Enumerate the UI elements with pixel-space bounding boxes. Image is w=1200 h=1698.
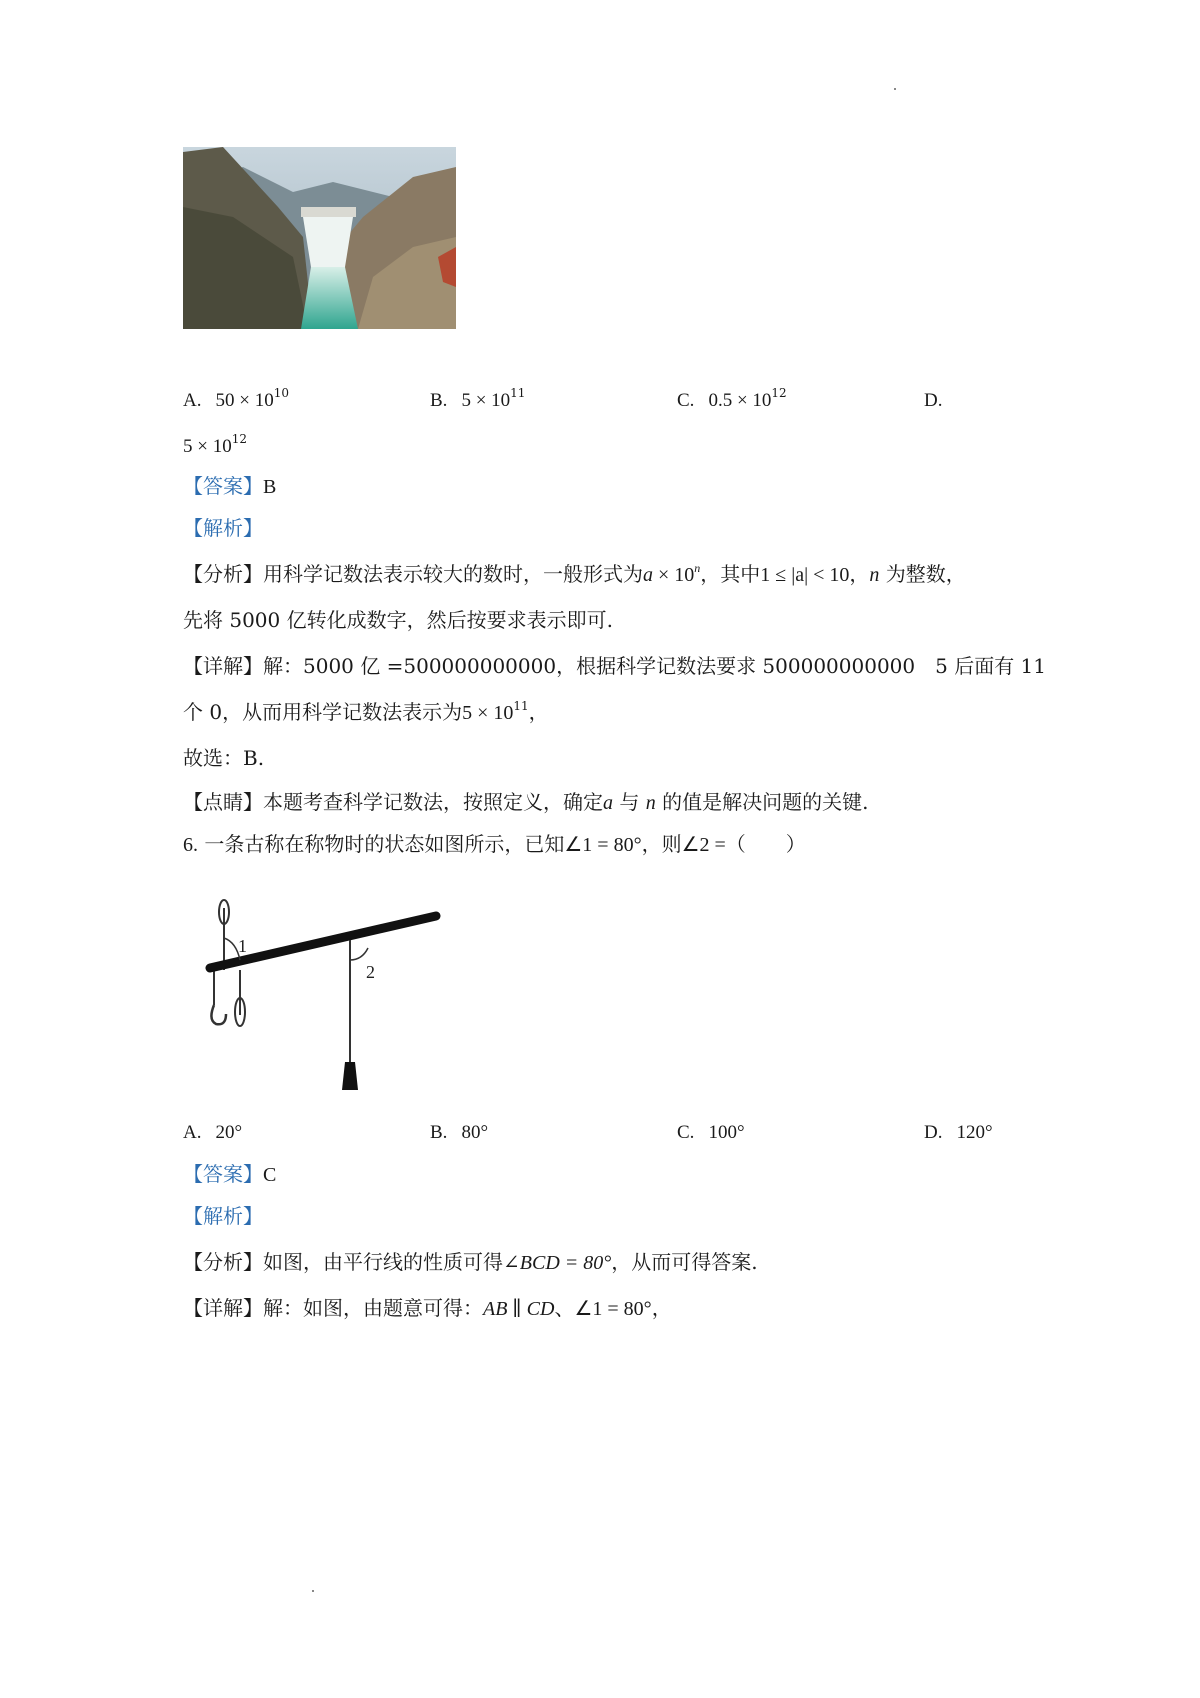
q5-analysis-tag: 【解析】	[183, 516, 263, 540]
q6-option-a: A. 20°	[183, 1122, 243, 1143]
q5-choose: 故选：B.	[183, 746, 265, 770]
option-c-mantissa: 0.5	[708, 390, 733, 411]
hook	[211, 1005, 226, 1024]
q5-detail-line2: 个 0，从而用科学记数法表示为$5 \times 10^{11}$，	[183, 699, 549, 724]
option-a: A. $50 \times 10^{10}$	[183, 386, 289, 411]
q6-option-b: B. 80°	[430, 1122, 489, 1143]
steelyard-figure	[200, 890, 450, 1090]
q5-detail: 【详解】解：5000 亿 =500000000000，根据科学记数法要求 500000000000 5 后面有 11	[183, 654, 1047, 678]
option-c-exp: 12	[771, 386, 787, 400]
angle-2-arc	[350, 948, 368, 960]
q5-fenxi-line2: 先将 5000 亿转化成数字，然后按要求表示即可.	[183, 608, 613, 632]
q6-stem: 6. 一条古称在称物时的状态如图所示，已知∠1 = 80°，则∠2 =（ ）	[183, 832, 806, 856]
option-a-exp: 10	[273, 386, 289, 400]
scan-dot	[894, 88, 896, 90]
option-d-value: $5 \times 10^{12}$	[183, 432, 247, 457]
q6-analysis-tag: 【解析】	[183, 1204, 263, 1228]
weight	[342, 1062, 358, 1090]
dam-photo	[183, 147, 456, 329]
option-d: D.	[924, 390, 943, 411]
q6-detail: 【详解】解：如图，由题意可得：AB ∥ CD、∠1 = 80°，	[183, 1296, 672, 1320]
q6-option-d: D. 120°	[924, 1122, 993, 1143]
angle-1-label: 1	[238, 936, 247, 956]
angle-2-label: 2	[366, 962, 375, 982]
scan-dot	[312, 1590, 314, 1592]
option-a-mantissa: 50	[215, 390, 235, 411]
q6-fenxi: 【分析】如图，由平行线的性质可得∠BCD = 80°，从而可得答案.	[183, 1250, 758, 1274]
option-b-exp: 11	[510, 386, 526, 400]
q5-fenxi: 【分析】用科学记数法表示较大的数时，一般形式为$a \times 10^n$，其中1 ≤ |a| < 10，n 为整数，	[183, 561, 966, 586]
option-b-mantissa: 5	[461, 390, 471, 411]
q6-answer: 【答案】C	[183, 1162, 277, 1186]
q6-option-c: C. 100°	[677, 1122, 745, 1143]
option-c: C. $0.5 \times 10^{12}$	[677, 386, 787, 411]
range-expression: 1 ≤ |a| < 10	[760, 564, 850, 586]
q5-answer: 【答案】B	[183, 474, 277, 498]
q5-point: 【点睛】本题考查科学记数法，按照定义，确定a 与 n 的值是解决问题的关键.	[183, 790, 869, 814]
option-b: B. $5 \times 10^{11}$	[430, 386, 526, 411]
